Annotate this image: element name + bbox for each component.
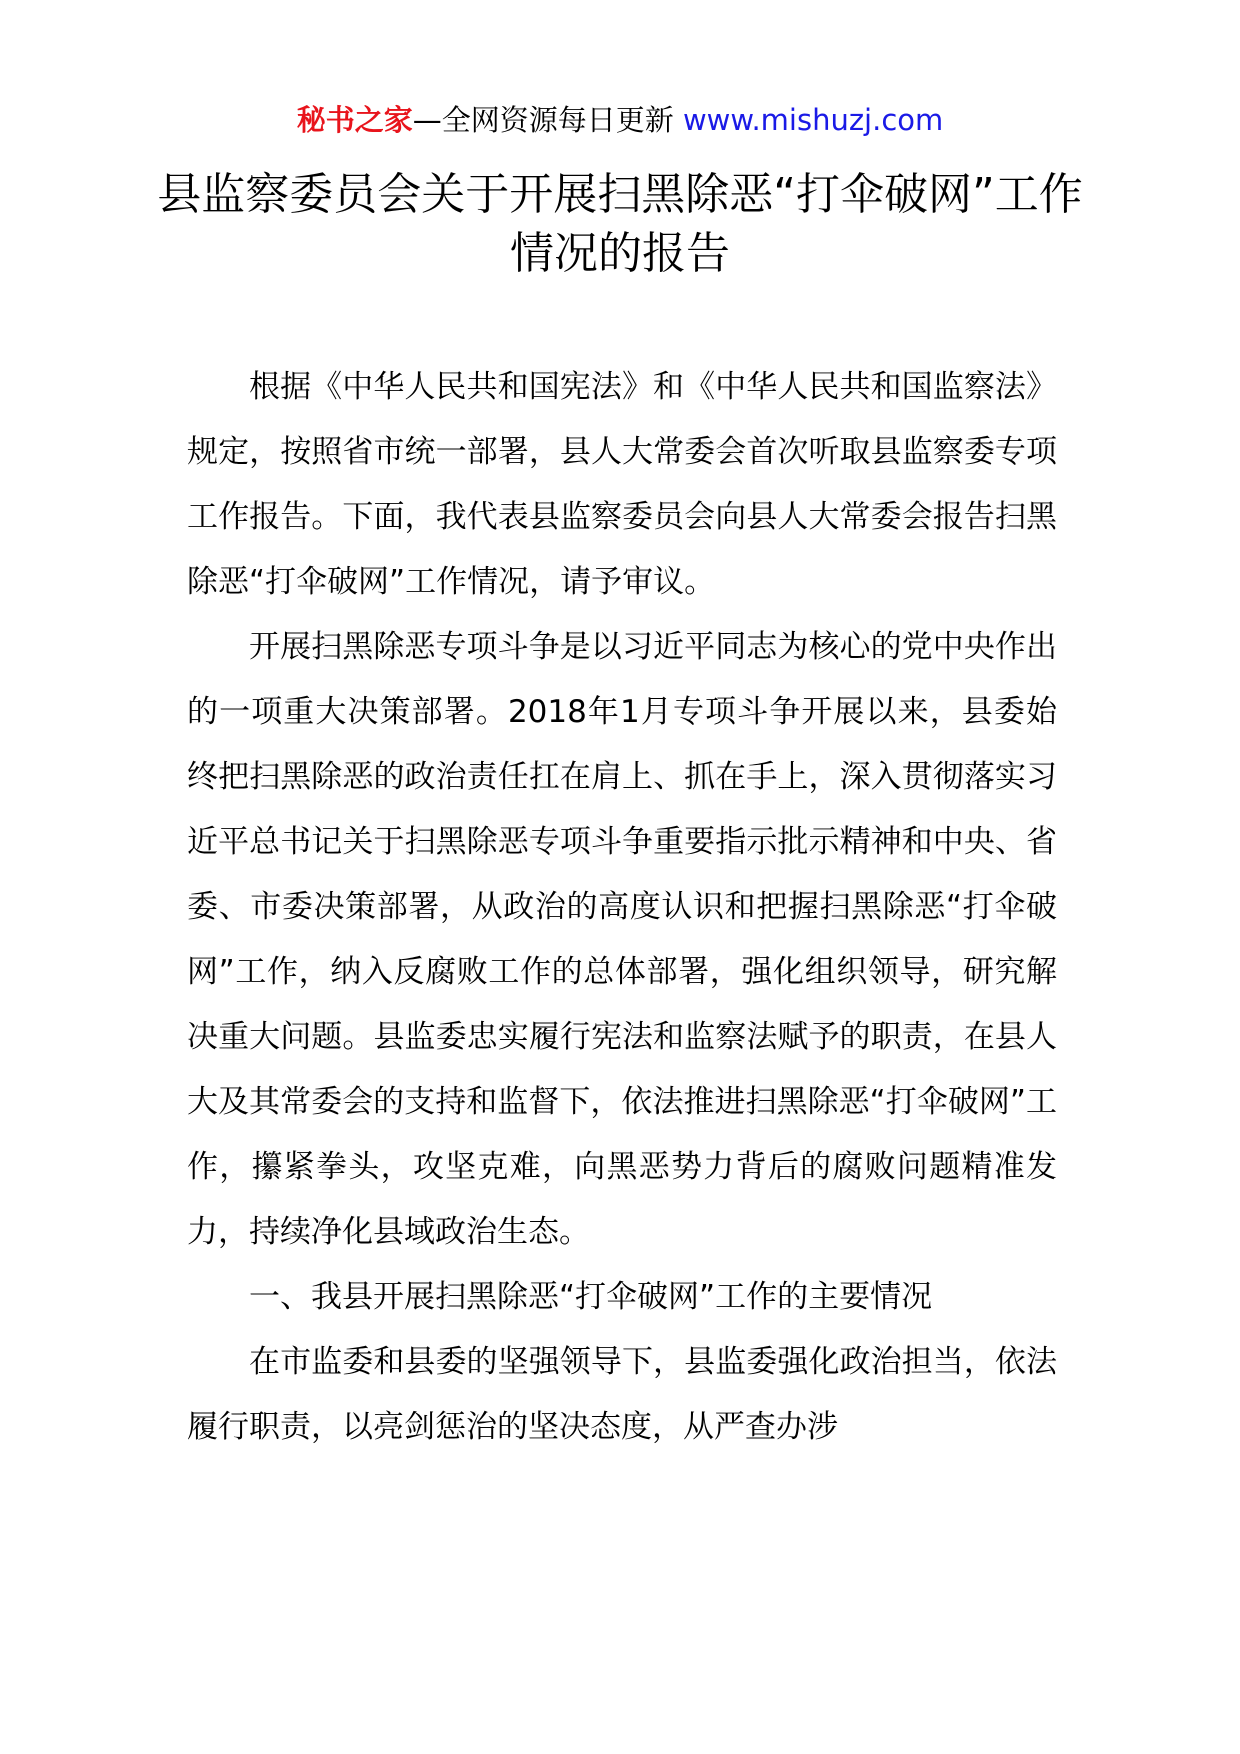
section-heading-1: 一、我县开展扫黑除恶“打伞破网”工作的主要情况 (249, 1279, 933, 1315)
document-title: 县监察委员会关于开展扫黑除恶“打伞破网”工作情况的报告 (157, 169, 1083, 279)
site-tagline: —全网资源每日更新 (412, 103, 674, 137)
site-url-link[interactable]: www.mishuzj.com (682, 103, 944, 137)
paragraph-background: 开展扫黑除恶专项斗争是以习近平同志为核心的党中央作出的一项重大决策部署。2018年1月专项斗争开展以来，县委始终把扫黑除恶的政治责任扛在肩上、抓在手上，深入贯彻落实习近平总书记关于扫黑除恶专项斗争重要指示批示精神和中央、省委、市委决策部署，从政治的高度认识和把握扫黑除恶“打伞破网”工作，纳入反腐败工作的总体部署，强化组织领导，研究解决重大问题。县监委忠实履行宪法和监察法赋予的职责，在县人大及其常委会的支持和监督下，依法推进扫黑除恶“打伞破网”工作，攥紧拳头，攻坚克难，向黑恶势力背后的腐败问题精准发力，持续净化县域政治生态。 (187, 629, 1057, 1250)
document-body (187, 355, 1057, 1460)
site-brand: 秘书之家 (296, 103, 413, 137)
paragraph-intro: 根据《中华人民共和国宪法》和《中华人民共和国监察法》规定，按照省市统一部署，县人大常委会首次听取县监察委专项工作报告。下面，我代表县监察委员会向县人大常委会报告扫黑除恶“打伞破网”工作情况，请予审议。 (187, 369, 1057, 600)
paragraph-section-1: 在市监委和县委的坚强领导下，县监委强化政治担当，依法履行职责，以亮剑惩治的坚决态度，从严查办涉 (187, 1344, 1057, 1445)
site-header (0, 100, 1240, 140)
